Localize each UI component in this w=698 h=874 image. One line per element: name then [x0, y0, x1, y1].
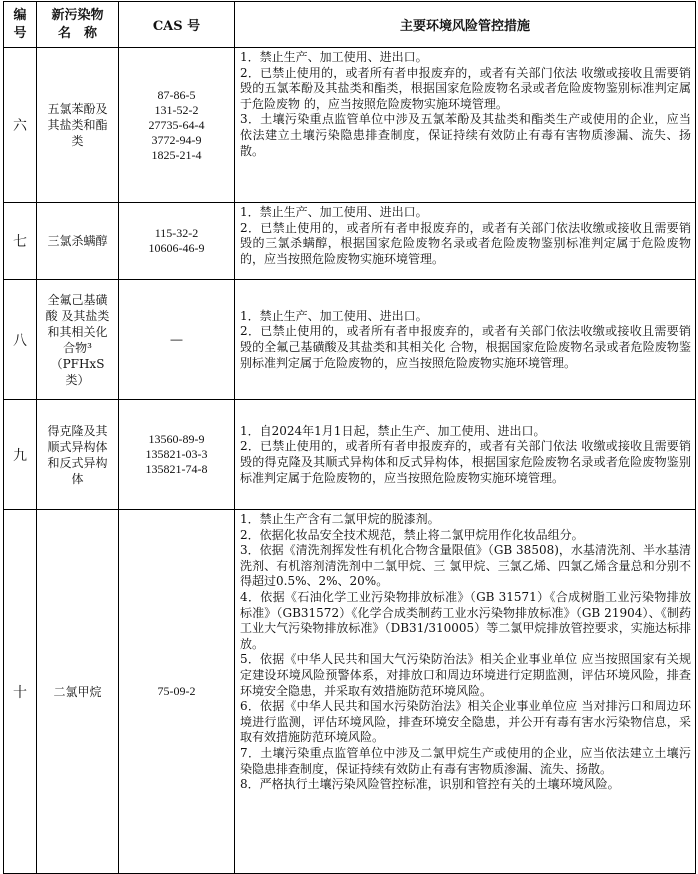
pollutant-name-line: 五氯苯酚及 [47, 102, 108, 116]
pollutant-name-line: 合物³ [63, 340, 92, 355]
cas-number: 27735-64-4 [148, 117, 205, 132]
pollutant-name-line: 全氟己基磺 [47, 292, 108, 307]
measure-item: 8．严格执行土壤污染风险管控标准，识别和管控有关的土壤环境风险。 [240, 777, 620, 792]
cas-number: 131-52-2 [154, 102, 199, 117]
cas-number: 87-86-5 [157, 87, 196, 102]
pollutant-name-line: 和其相关化 [47, 324, 108, 339]
measure-item: 1．禁止生产、加工使用、进出口。 [240, 308, 428, 323]
measure-item: 4．依据《石油化学工业污染物排放标准》（GB 31571）《合成树脂工业污染物排放标准》（GB31572）《化学合成类制药工业水污染物排放标准》（GB 21904）、《制药工业大气污染物排放标准》（DB31/310005）等二氯甲烷排放管控要求，实施达标排放。 [240, 589, 691, 651]
pollutant-name-line: 顺式异构体 [47, 439, 108, 454]
pollutant-name-line: 类 [71, 134, 84, 148]
table-row [4, 510, 696, 874]
pollutant-name-line: 其盐类和酯 [47, 118, 108, 132]
pollutant-name-line: 二氯甲烷 [53, 684, 102, 699]
pollutant-name [37, 510, 119, 874]
header-pollutant-name: 新污染物 名 称 [37, 2, 119, 48]
row-number: 八 [4, 280, 37, 400]
cas-number: 1825-21-4 [151, 147, 202, 162]
measure-item: 2．已禁止使用的，或者所有者申报废弃的，或者有关部门依法收缴或接收且需要销毁的三氯杀螨醇，根据国家危险废物名录或者危险废物鉴别标准判定属于危险废物的，应当按照危险废物实施环境管理。 [240, 220, 691, 266]
control-measures [235, 280, 696, 400]
pollutant-name-line: 体 [71, 471, 84, 486]
row-number: 十 [4, 510, 37, 874]
cas-numbers [119, 510, 235, 874]
table-row [4, 400, 696, 510]
measures-list [240, 309, 691, 371]
pollutant-name-line: 类） [65, 372, 90, 387]
pollutant-name [37, 48, 119, 203]
table-row [4, 48, 696, 203]
cas-numbers [119, 203, 235, 280]
header-number: 编 号 [4, 2, 37, 48]
cas-number: 75-09-2 [157, 684, 196, 698]
pollutant-name-line: （PFHxS [50, 356, 105, 371]
measure-item: 7．土壤污染重点监管单位中涉及二氯甲烷生产或使用的企业，应当依法建立土壤污染隐患排查制度，保证持续有效防止有毒有害物质渗漏、流失、扬散。 [240, 745, 691, 776]
header-measures: 主要环境风险管控措施 [235, 2, 696, 48]
control-measures [235, 203, 696, 280]
measure-item: 3．土壤污染重点监管单位中涉及五氯苯酚及其盐类和酯类生产或使用的企业，应当依法建立土壤污染隐患排查制度，保证持续有效防止有毒有害物质渗漏、流失、扬散。 [240, 112, 691, 158]
control-measures [235, 510, 696, 874]
cas-numbers [119, 400, 235, 510]
cas-numbers [119, 48, 235, 203]
cas-number: 3772-94-9 [151, 132, 202, 147]
pollutant-control-table [3, 1, 696, 874]
pollutant-name-line: 和反式异构 [47, 455, 108, 470]
table-row [4, 280, 696, 400]
row-number: 六 [4, 48, 37, 203]
pollutant-name-line: 三氯杀螨醇 [47, 234, 108, 248]
measures-list [240, 50, 691, 159]
table-header-row [4, 2, 696, 48]
table-row [4, 203, 696, 280]
measure-item: 2．已禁止使用的，或者所有者申报废弃的，或者有关部门依法收缴或接收且需要销毁的全氟己基磺酸及其盐类和其相关化 合物，根据国家危险废物名录或者危险废物鉴别标准判定属于危险废物的，应当按照危险废物实施环境管理。 [240, 324, 691, 370]
pollutant-name [37, 400, 119, 510]
pollutant-name [37, 280, 119, 400]
row-number: 九 [4, 400, 37, 510]
cas-number: 115-32-2 [154, 226, 199, 240]
cas-number: 13560-89-9 [148, 432, 205, 446]
measure-item: 2．已禁止使用的，或者所有者申报废弃的，或者有关部门依法 收缴或接收且需要销毁的得克隆及其顺式异构体和反式异构体，根据国家危险废物名录或者危险废物鉴别标准判定属于危险废物的，应当按照危险废物实施环境管理。 [240, 439, 691, 485]
measures-list [240, 512, 691, 793]
measure-item: 1．禁止生产含有二氯甲烷的脱漆剂。 [240, 512, 440, 526]
measures-list [240, 205, 691, 267]
measure-item: 2．依据化妆品安全技术规范，禁止将二氯甲烷用作化妆品组分。 [240, 527, 584, 542]
cas-numbers [119, 280, 235, 400]
control-measures [235, 48, 696, 203]
pollutant-name [37, 203, 119, 280]
cas-number: 135821-03-3 [145, 447, 208, 461]
document-page [3, 1, 695, 874]
row-number: 七 [4, 203, 37, 280]
control-measures [235, 400, 696, 510]
measure-item: 1．禁止生产、加工使用、进出口。 [240, 50, 428, 64]
cas-number: 10606-46-9 [148, 241, 205, 255]
pollutant-name-line: 得克隆及其 [47, 423, 108, 438]
cas-number: — [170, 332, 183, 346]
measure-item: 6．依据《中华人民共和国水污染防治法》相关企业事业单位应 当对排污口和周边环境进行监测，评估环境风险，排查环境安全隐患，并公开有毒有害水污染物信息，采取有效措施防范环境风险。 [240, 699, 691, 745]
measures-list [240, 424, 691, 486]
measure-item: 2．已禁止使用的，或者所有者申报废弃的，或者有关部门依法 收缴或接收且需要销毁的五氯苯酚及其盐类和酯类，根据国家危险废物名录或者危险废物鉴别标准判定属于危险废物 的，应当按照危险废物实施环境管理。 [240, 65, 691, 111]
measure-item: 5．依据《中华人民共和国大气污染防治法》相关企业事业单位 应当按照国家有关规定建设环境风险预警体系，对排放口和周边环境进行定期监测，评估环境风险，排查环境安全隐患，并采取有效措施防范环境风险。 [240, 652, 691, 698]
measure-item: 1．自2024年1月1日起，禁止生产、加工使用、进出口。 [240, 423, 546, 438]
header-cas: CAS 号 [119, 2, 235, 48]
measure-item: 3．依据《清洗剂挥发性有机化合物含量限值》（GB 38508)，水基清洗剂、半水基清洗剂、有机溶剂清洗剂中二氯甲烷、三 氯甲烷、三氯乙烯、四氯乙烯含量总和分别不得超过0.5%、2%、20%。 [240, 543, 691, 589]
pollutant-name-line: 酸 及其盐类 [45, 308, 110, 323]
cas-number: 135821-74-8 [145, 462, 208, 476]
measure-item: 1．禁止生产、加工使用、进出口。 [240, 205, 428, 219]
